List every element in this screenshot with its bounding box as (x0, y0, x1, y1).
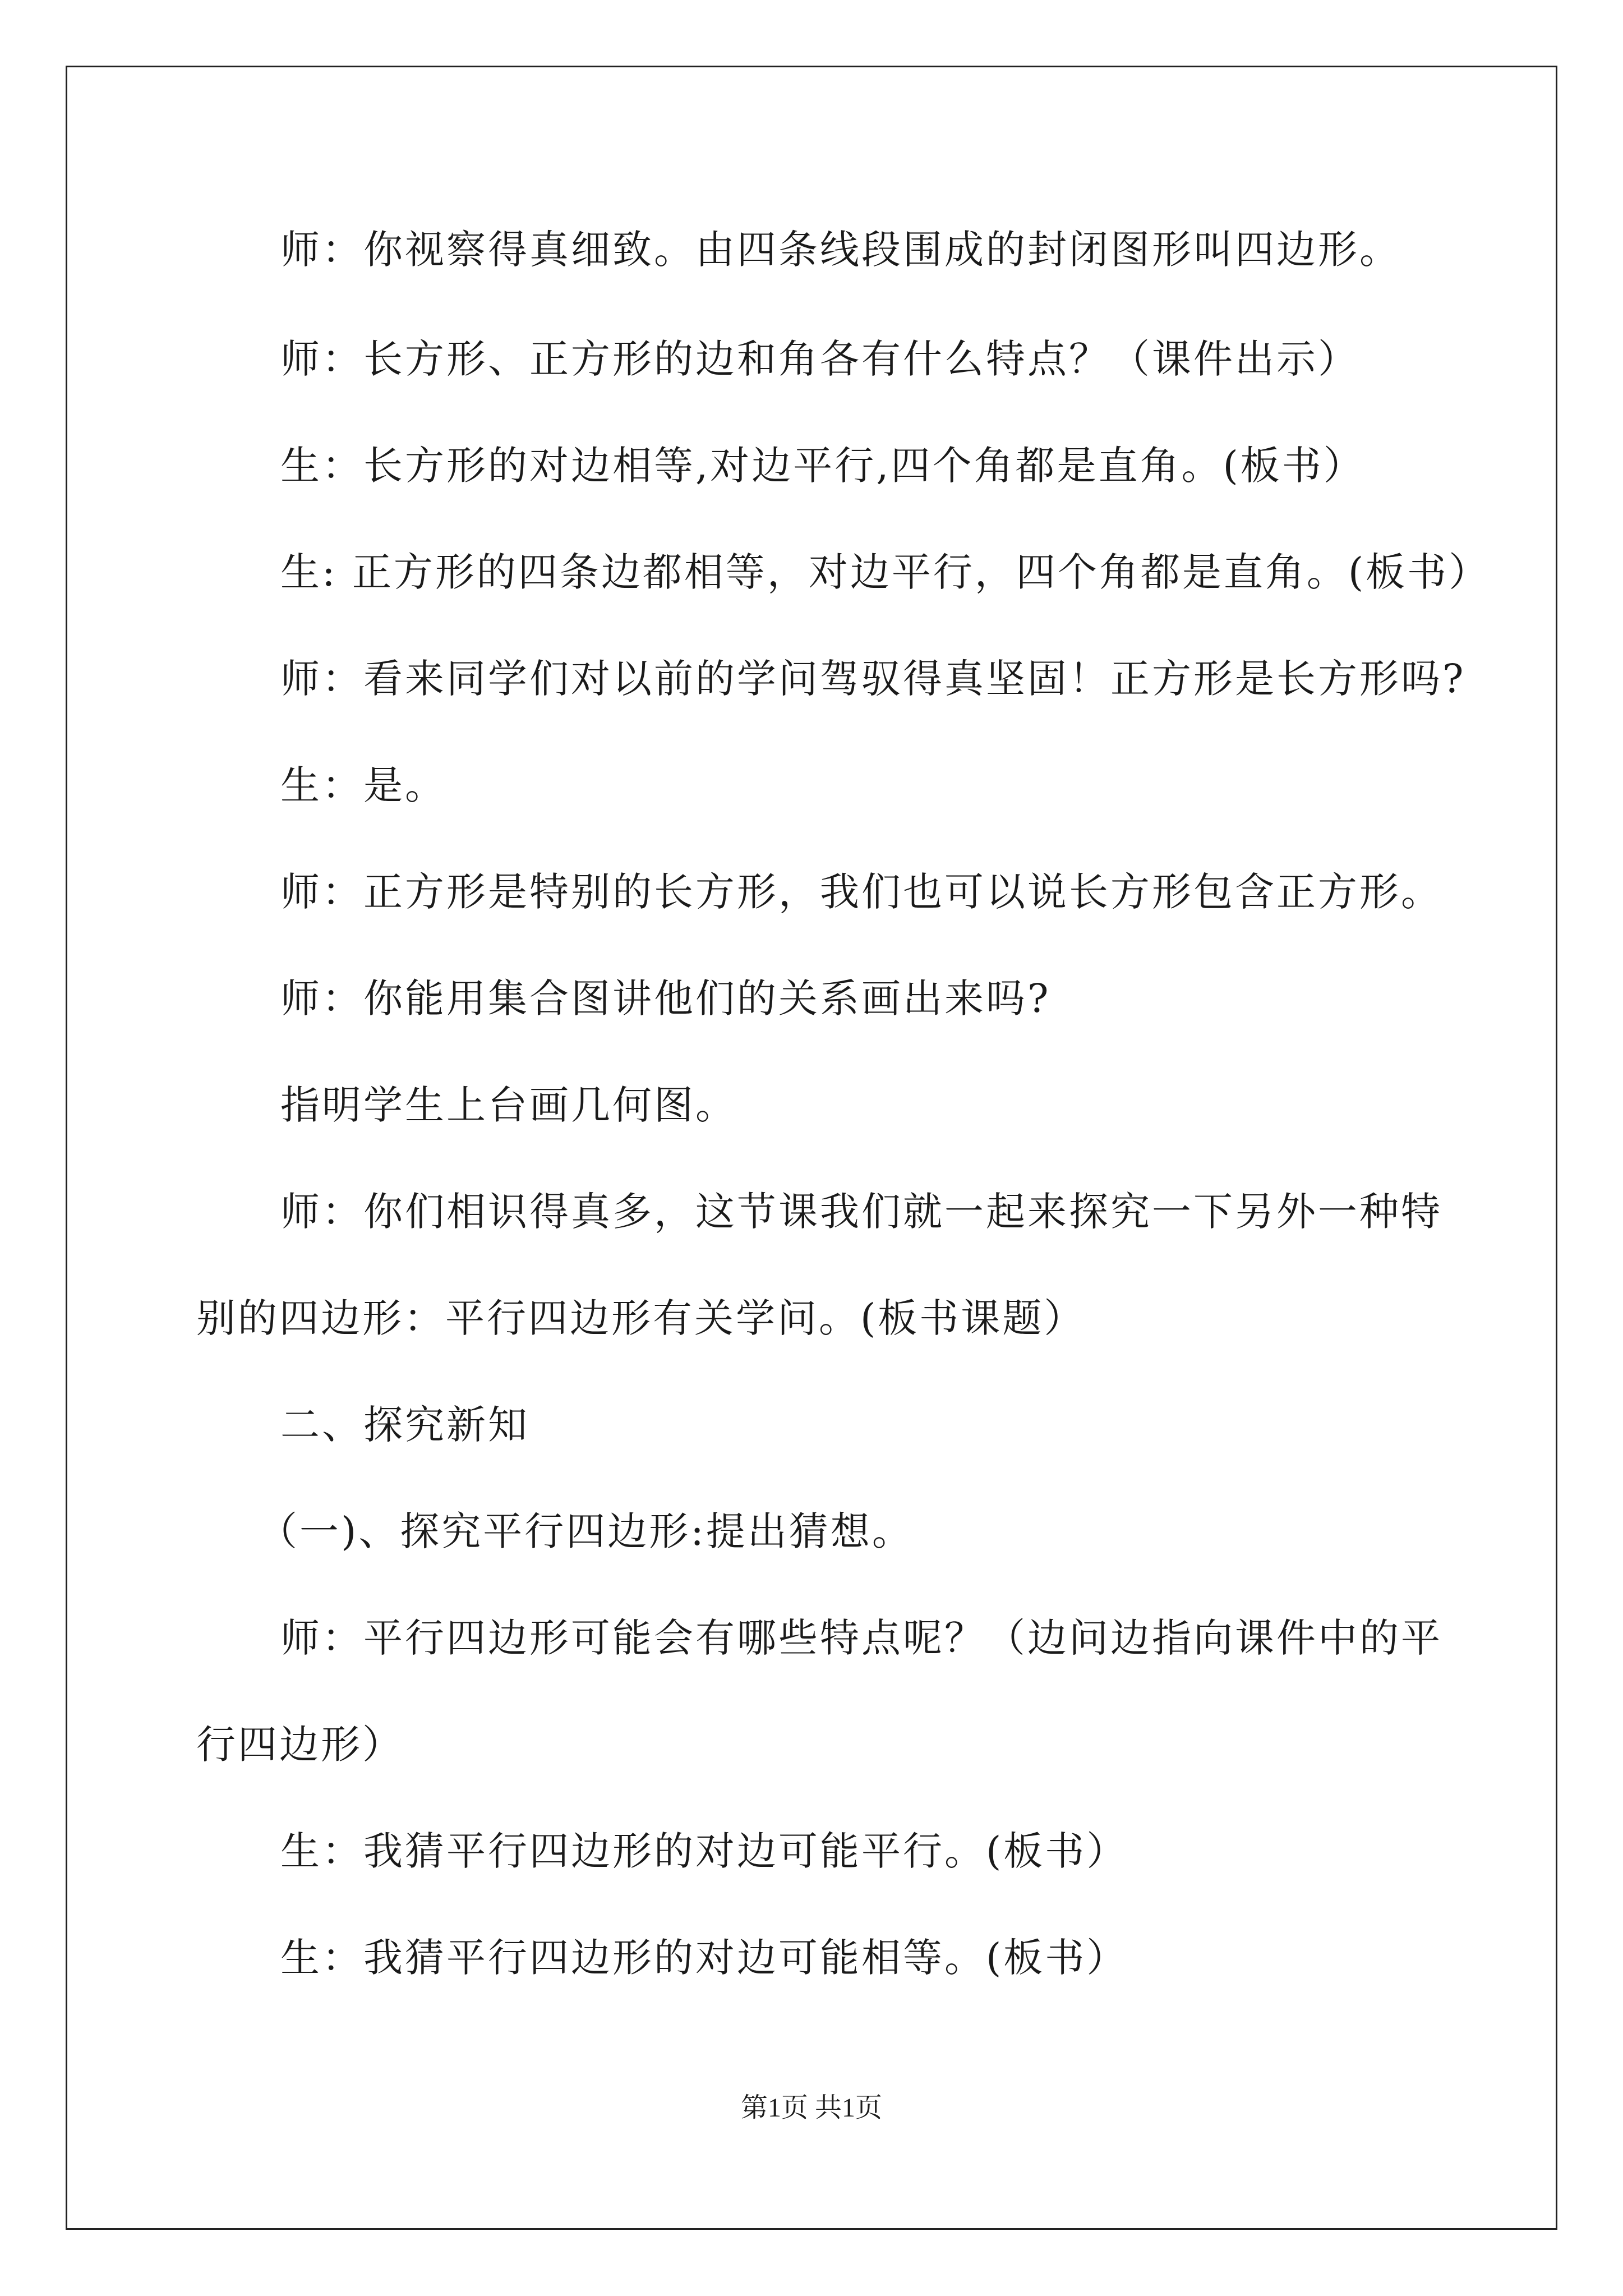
subsection-heading: （一)、探究平行四边形:提出猜想。 (258, 1508, 914, 1554)
paragraph: 生：长方形的对边相等,对边平行,四个角都是直角。(板书） (280, 443, 1365, 489)
section-heading: 二、探究新知 (280, 1402, 529, 1448)
paragraph: 生：我猜平行四边形的对边可能相等。(板书） (280, 1935, 1128, 1981)
paragraph: 师：你视察得真细致。由四条线段围成的封闭图形叫四边形。 (280, 227, 1401, 273)
paragraph: 别的四边形：平行四边形有关学问。(板书课题） (196, 1295, 1086, 1341)
paragraph: 师：你们相识得真多，这节课我们就一起来探究一下另外一种特 (280, 1189, 1442, 1235)
page-border (66, 66, 1557, 2230)
page-footer: 第1页 共1页 (740, 2093, 882, 2123)
paragraph: 行四边形） (196, 1722, 404, 1768)
paragraph: 师：正方形是特别的长方形，我们也可以说长方形包含正方形。 (280, 869, 1442, 915)
paragraph: 师：你能用集合图讲他们的关系画出来吗? (280, 976, 1051, 1022)
paragraph: 指明学生上台画几何图。 (280, 1082, 737, 1128)
paragraph: 生：我猜平行四边形的对边可能平行。(板书） (280, 1828, 1128, 1874)
paragraph: 生：是。 (280, 762, 446, 808)
paragraph: 师：平行四边形可能会有哪些特点呢？（边问边指向课件中的平 (280, 1615, 1442, 1661)
paragraph: 生: 正方形的四条边都相等，对边平行，四个角都是直角。(板书） (280, 549, 1491, 595)
paragraph: 师：看来同学们对以前的学问驾驭得真坚固！正方形是长方形吗? (280, 656, 1466, 702)
paragraph: 师：长方形、正方形的边和角各有什么特点？（课件出示） (280, 336, 1359, 382)
